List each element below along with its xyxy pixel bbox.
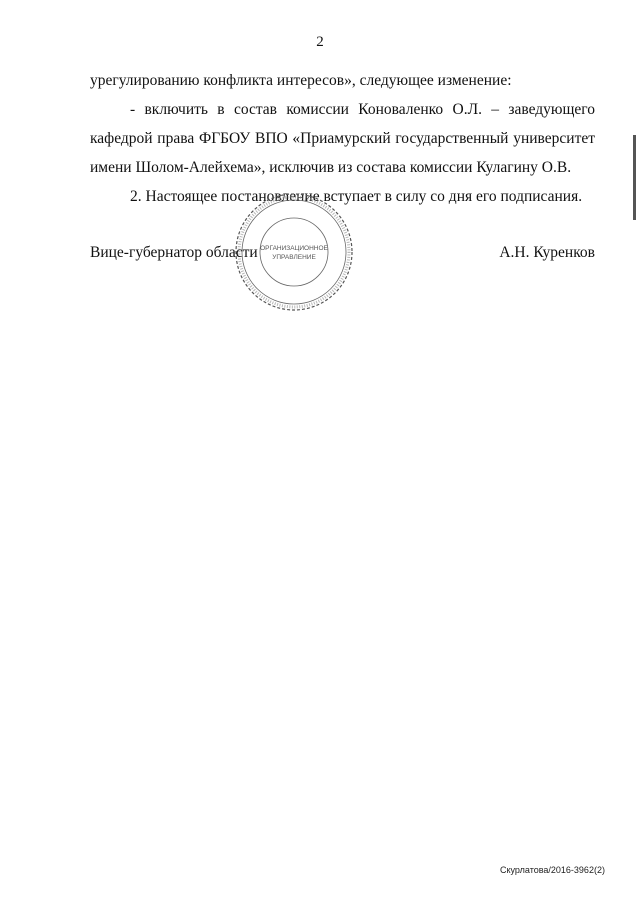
paragraph-line-5: 2. Настоящее постановление вступает в силу со дня его подписания. [130, 188, 583, 205]
seal-text-line-2: УПРАВЛЕНИЕ [272, 254, 316, 261]
seal-text-line-1: ОРГАНИЗАЦИОННОЕ [260, 245, 328, 252]
signer-position: Вице-губернатор области [90, 244, 258, 261]
scan-edge-mark [633, 135, 636, 220]
paragraph-line-1: урегулированию конфликта интересов», следующее изменение: [90, 72, 512, 89]
paragraph-line-2: - включить в состав комиссии Коноваленко О.Л. – заведующего [130, 101, 595, 118]
signer-name: А.Н. Куренков [499, 244, 595, 261]
paragraph-line-4: имени Шолом-Алейхема», исключив из состава комиссии Кулагину О.В. [90, 159, 572, 176]
page-number: 2 [316, 34, 324, 50]
paragraph-line-3: кафедрой права ФГБОУ ВПО «Приамурский государственный университет [90, 130, 595, 147]
document-reference: Скурлатова/2016-3962(2) [500, 865, 605, 875]
